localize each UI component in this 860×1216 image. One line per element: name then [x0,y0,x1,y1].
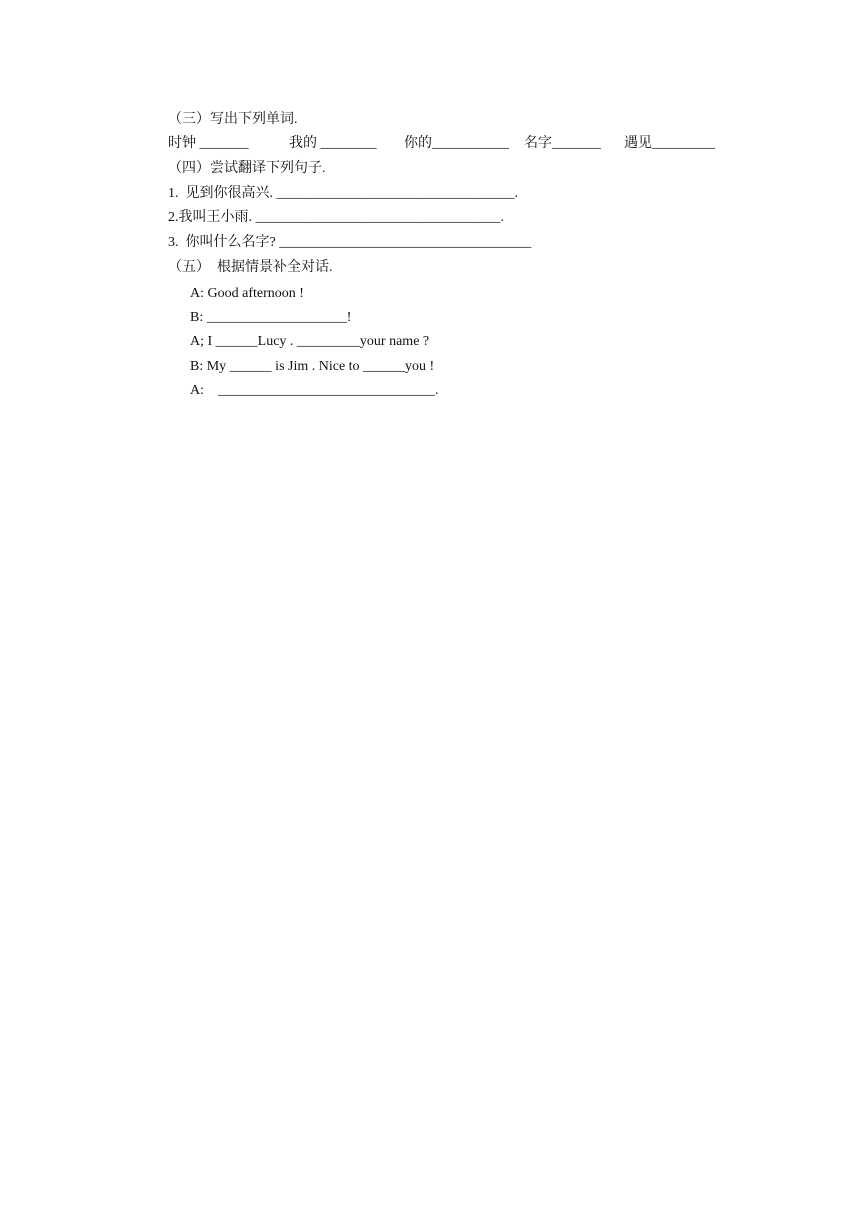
word-blank-your: 你的___________ [404,136,509,151]
dialogue-line-2: B: ____________________! [190,310,352,325]
word-blank-name: 名字_______ [524,136,601,151]
translation-item-2: 2.我叫王小雨. ___________________________________. [168,210,504,225]
dialogue-line-5: A: _______________________________. [190,383,439,398]
word-blank-meet: 遇见_________ [624,136,715,151]
section-3-heading: （三）写出下列单词. [168,112,298,127]
dialogue-line-3: A; I ______Lucy . _________your name ? [190,334,430,349]
section-4-heading: （四）尝试翻译下列句子. [168,161,326,176]
translation-item-1: 1. 见到你很高兴. __________________________________. [168,186,518,201]
dialogue-line-4: B: My ______ is Jim . Nice to ______you ! [190,359,435,374]
word-blank-clock: 时钟 _______ [168,136,249,151]
section-5-heading: （五） 根据情景补全对话. [168,260,333,275]
translation-item-3: 3. 你叫什么名字? ____________________________________ [168,235,532,250]
dialogue-line-1: A: Good afternoon ! [190,286,304,301]
word-blank-my: 我的 ________ [289,136,377,151]
